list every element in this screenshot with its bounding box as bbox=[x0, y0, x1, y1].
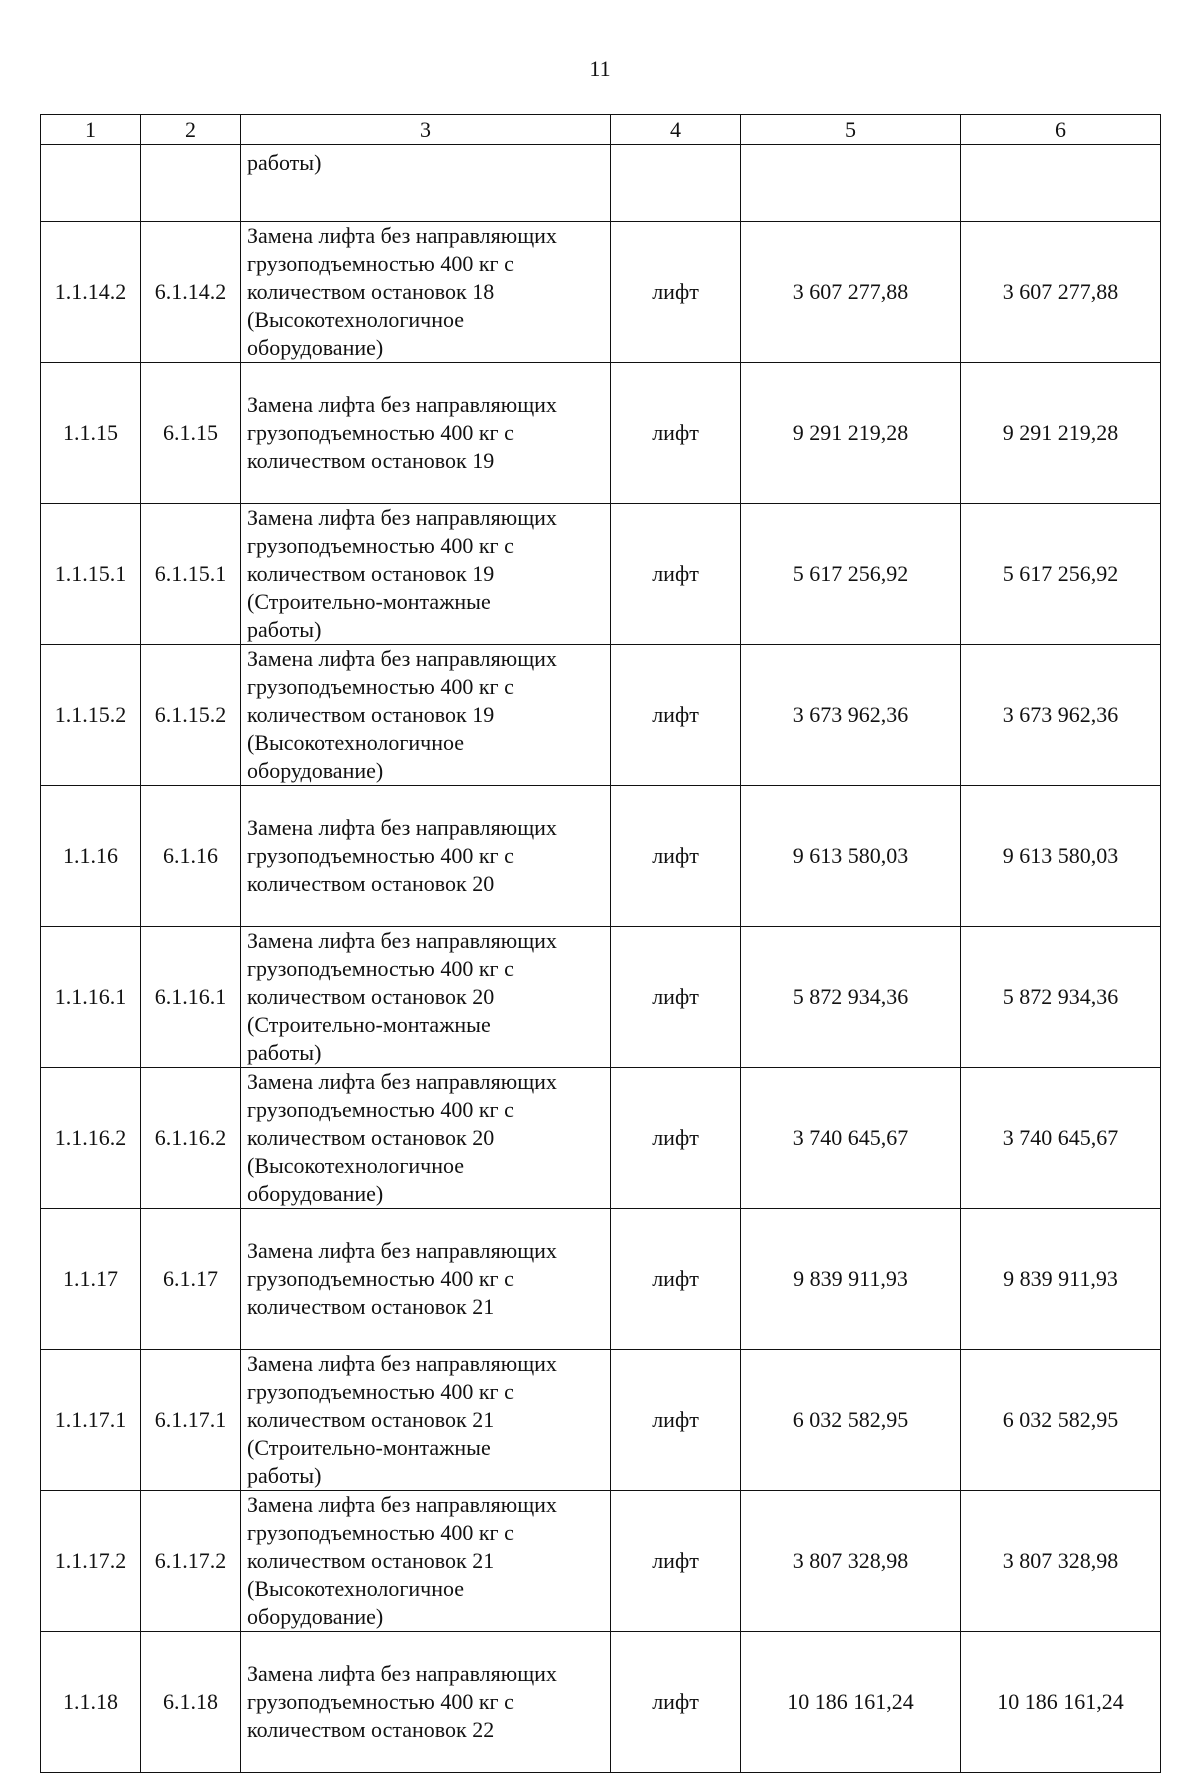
description-line: (Высокотехнологичное bbox=[247, 1576, 465, 1601]
cell-value-5: 9 613 580,03 bbox=[741, 786, 961, 927]
cell-unit: лифт bbox=[611, 1491, 741, 1632]
description-line: грузоподъемностью 400 кг с bbox=[247, 533, 514, 558]
cell-code: 1.1.15 bbox=[41, 363, 141, 504]
cell-description bbox=[241, 363, 611, 504]
cell-description: работы) bbox=[241, 145, 611, 222]
cell-code: 1.1.16.2 bbox=[41, 1068, 141, 1209]
cell-value-6: 3 807 328,98 bbox=[961, 1491, 1161, 1632]
description-line: количеством остановок 21 bbox=[247, 1548, 495, 1573]
col-header-3: 3 bbox=[241, 115, 611, 145]
description-line: количеством остановок 18 bbox=[247, 279, 495, 304]
description-line: грузоподъемностью 400 кг с bbox=[247, 1266, 514, 1291]
cell-value-6: 3 607 277,88 bbox=[961, 222, 1161, 363]
cell-value-5: 3 607 277,88 bbox=[741, 222, 961, 363]
cell-description bbox=[241, 645, 611, 786]
cell-description bbox=[241, 1632, 611, 1773]
cell-description bbox=[241, 1350, 611, 1491]
cell-unit: лифт bbox=[611, 786, 741, 927]
col-header-5: 5 bbox=[741, 115, 961, 145]
cell-unit: лифт bbox=[611, 504, 741, 645]
description-line: (Высокотехнологичное bbox=[247, 307, 465, 332]
table-row bbox=[41, 222, 1161, 363]
description-line: (Высокотехнологичное bbox=[247, 1153, 465, 1178]
description-line: Замена лифта без направляющих bbox=[247, 1069, 557, 1094]
cell-unit: лифт bbox=[611, 927, 741, 1068]
cost-table bbox=[40, 114, 1161, 1773]
description-line: количеством остановок 21 bbox=[247, 1407, 495, 1432]
cell-code2: 6.1.14.2 bbox=[141, 222, 241, 363]
description-line: грузоподъемностью 400 кг с bbox=[247, 1097, 514, 1122]
cell-value-5: 6 032 582,95 bbox=[741, 1350, 961, 1491]
cell-value-5: 5 617 256,92 bbox=[741, 504, 961, 645]
cell-code2: 6.1.16 bbox=[141, 786, 241, 927]
col-header-2: 2 bbox=[141, 115, 241, 145]
description-line: (Высокотехнологичное bbox=[247, 730, 465, 755]
table-row bbox=[41, 1209, 1161, 1350]
cell-description bbox=[241, 504, 611, 645]
description-line: количеством остановок 19 bbox=[247, 702, 495, 727]
cell-value-5: 3 673 962,36 bbox=[741, 645, 961, 786]
cell-code2: 6.1.17.2 bbox=[141, 1491, 241, 1632]
cell-code2: 6.1.17.1 bbox=[141, 1350, 241, 1491]
description-line: грузоподъемностью 400 кг с bbox=[247, 1379, 514, 1404]
description-line: грузоподъемностью 400 кг с bbox=[247, 1520, 514, 1545]
cell-unit: лифт bbox=[611, 645, 741, 786]
description-line: количеством остановок 22 bbox=[247, 1717, 495, 1742]
cell-description bbox=[241, 222, 611, 363]
cell-value-6: 9 613 580,03 bbox=[961, 786, 1161, 927]
table-row bbox=[41, 645, 1161, 786]
cell-value-5: 10 186 161,24 bbox=[741, 1632, 961, 1773]
description-line: Замена лифта без направляющих bbox=[247, 646, 557, 671]
description-line: количеством остановок 19 bbox=[247, 561, 495, 586]
cell-code: 1.1.16 bbox=[41, 786, 141, 927]
cell-code: 1.1.16.1 bbox=[41, 927, 141, 1068]
description-line: Замена лифта без направляющих bbox=[247, 815, 557, 840]
description-line: оборудование) bbox=[247, 335, 384, 360]
continuation-row bbox=[41, 145, 1161, 222]
description-line: количеством остановок 20 bbox=[247, 984, 495, 1009]
cell-code2: 6.1.18 bbox=[141, 1632, 241, 1773]
description-line: Замена лифта без направляющих bbox=[247, 1351, 557, 1376]
cell-code2: 6.1.16.1 bbox=[141, 927, 241, 1068]
col-header-1: 1 bbox=[41, 115, 141, 145]
description-line: Замена лифта без направляющих bbox=[247, 928, 557, 953]
cell-description bbox=[241, 1209, 611, 1350]
table-row bbox=[41, 1632, 1161, 1773]
cell-unit: лифт bbox=[611, 363, 741, 504]
header-row bbox=[41, 115, 1161, 145]
description-line: количеством остановок 20 bbox=[247, 1125, 495, 1150]
description-line: Замена лифта без направляющих bbox=[247, 505, 557, 530]
cell-code: 1.1.15.1 bbox=[41, 504, 141, 645]
description-line: грузоподъемностью 400 кг с bbox=[247, 251, 514, 276]
description-line: оборудование) bbox=[247, 758, 384, 783]
table-row bbox=[41, 1491, 1161, 1632]
table-row bbox=[41, 786, 1161, 927]
table-row bbox=[41, 1350, 1161, 1491]
cell-value-6: 9 291 219,28 bbox=[961, 363, 1161, 504]
cell-unit: лифт bbox=[611, 1209, 741, 1350]
col-header-4: 4 bbox=[611, 115, 741, 145]
table-row bbox=[41, 504, 1161, 645]
cell-value-6: 9 839 911,93 bbox=[961, 1209, 1161, 1350]
description-line: (Строительно-монтажные bbox=[247, 589, 491, 614]
cell-code: 1.1.17.1 bbox=[41, 1350, 141, 1491]
table-row bbox=[41, 1068, 1161, 1209]
cell-code2: 6.1.15.1 bbox=[141, 504, 241, 645]
cell-value-5: 3 740 645,67 bbox=[741, 1068, 961, 1209]
description-line: количеством остановок 19 bbox=[247, 448, 495, 473]
description-line: Замена лифта без направляющих bbox=[247, 1492, 557, 1517]
description-line: грузоподъемностью 400 кг с bbox=[247, 674, 514, 699]
cell-value-6: 3 740 645,67 bbox=[961, 1068, 1161, 1209]
cell-code2: 6.1.15 bbox=[141, 363, 241, 504]
cell-value-5: 3 807 328,98 bbox=[741, 1491, 961, 1632]
cell-code: 1.1.18 bbox=[41, 1632, 141, 1773]
description-line: работы) bbox=[247, 617, 322, 642]
cell-code2: 6.1.17 bbox=[141, 1209, 241, 1350]
cell-value-6: 5 617 256,92 bbox=[961, 504, 1161, 645]
cell-value-6: 5 872 934,36 bbox=[961, 927, 1161, 1068]
cell-description bbox=[241, 927, 611, 1068]
description-line: работы) bbox=[247, 1040, 322, 1065]
cell-description bbox=[241, 1068, 611, 1209]
cell-code: 1.1.14.2 bbox=[41, 222, 141, 363]
table-row bbox=[41, 927, 1161, 1068]
description-line: (Строительно-монтажные bbox=[247, 1012, 491, 1037]
cell-value-6: 6 032 582,95 bbox=[961, 1350, 1161, 1491]
col-header-6: 6 bbox=[961, 115, 1161, 145]
cell-description bbox=[241, 786, 611, 927]
description-line: грузоподъемностью 400 кг с bbox=[247, 843, 514, 868]
description-line: (Строительно-монтажные bbox=[247, 1435, 491, 1460]
description-line: Замена лифта без направляющих bbox=[247, 1238, 557, 1263]
cell-value-6: 10 186 161,24 bbox=[961, 1632, 1161, 1773]
cell-value-6: 3 673 962,36 bbox=[961, 645, 1161, 786]
description-line: работы) bbox=[247, 1463, 322, 1488]
description-line: грузоподъемностью 400 кг с bbox=[247, 420, 514, 445]
description-line: количеством остановок 21 bbox=[247, 1294, 495, 1319]
cell-description bbox=[241, 1491, 611, 1632]
table-row bbox=[41, 363, 1161, 504]
cell-unit: лифт bbox=[611, 222, 741, 363]
description-line: оборудование) bbox=[247, 1181, 384, 1206]
description-line: оборудование) bbox=[247, 1604, 384, 1629]
cell-value-5 bbox=[741, 145, 961, 222]
description-line: грузоподъемностью 400 кг с bbox=[247, 1689, 514, 1714]
cell-unit: лифт bbox=[611, 1068, 741, 1209]
description-line: Замена лифта без направляющих bbox=[247, 1661, 557, 1686]
description-line: Замена лифта без направляющих bbox=[247, 223, 557, 248]
cell-value-5: 9 291 219,28 bbox=[741, 363, 961, 504]
page-number: 11 bbox=[589, 56, 611, 81]
cell-code: 1.1.17 bbox=[41, 1209, 141, 1350]
cell-value-5: 9 839 911,93 bbox=[741, 1209, 961, 1350]
cell-value-6 bbox=[961, 145, 1161, 222]
cell-value-5: 5 872 934,36 bbox=[741, 927, 961, 1068]
cell-unit: лифт bbox=[611, 1632, 741, 1773]
cell-code2: 6.1.15.2 bbox=[141, 645, 241, 786]
cell-unit: лифт bbox=[611, 1350, 741, 1491]
description-line: грузоподъемностью 400 кг с bbox=[247, 956, 514, 981]
cell-code bbox=[41, 145, 141, 222]
cell-unit bbox=[611, 145, 741, 222]
description-line: количеством остановок 20 bbox=[247, 871, 495, 896]
cell-code2 bbox=[141, 145, 241, 222]
cell-code: 1.1.15.2 bbox=[41, 645, 141, 786]
cell-code: 1.1.17.2 bbox=[41, 1491, 141, 1632]
cell-code2: 6.1.16.2 bbox=[141, 1068, 241, 1209]
description-line: Замена лифта без направляющих bbox=[247, 392, 557, 417]
